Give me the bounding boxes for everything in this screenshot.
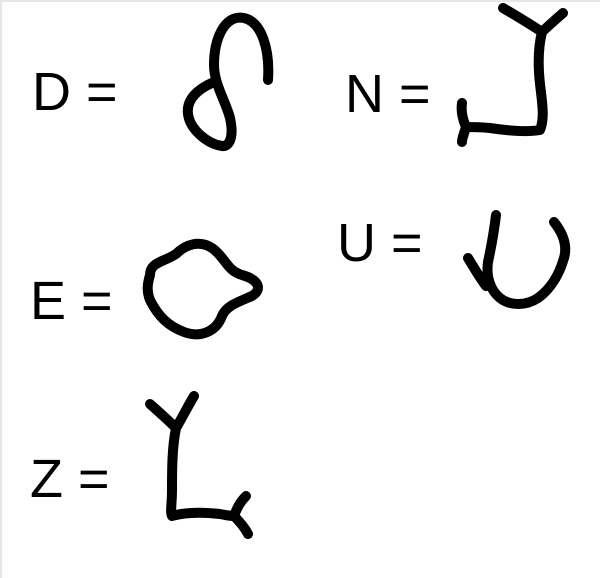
symbol-z-icon	[150, 396, 248, 534]
symbol-n-icon	[462, 8, 563, 142]
symbol-d-icon	[188, 18, 268, 146]
symbol-u-icon	[468, 215, 565, 304]
label-e: E =	[30, 271, 113, 331]
label-u: U =	[337, 213, 423, 273]
symbol-e-icon	[148, 244, 258, 335]
label-n: N =	[345, 64, 431, 124]
label-d: D =	[32, 62, 118, 122]
label-z: Z =	[30, 449, 110, 509]
